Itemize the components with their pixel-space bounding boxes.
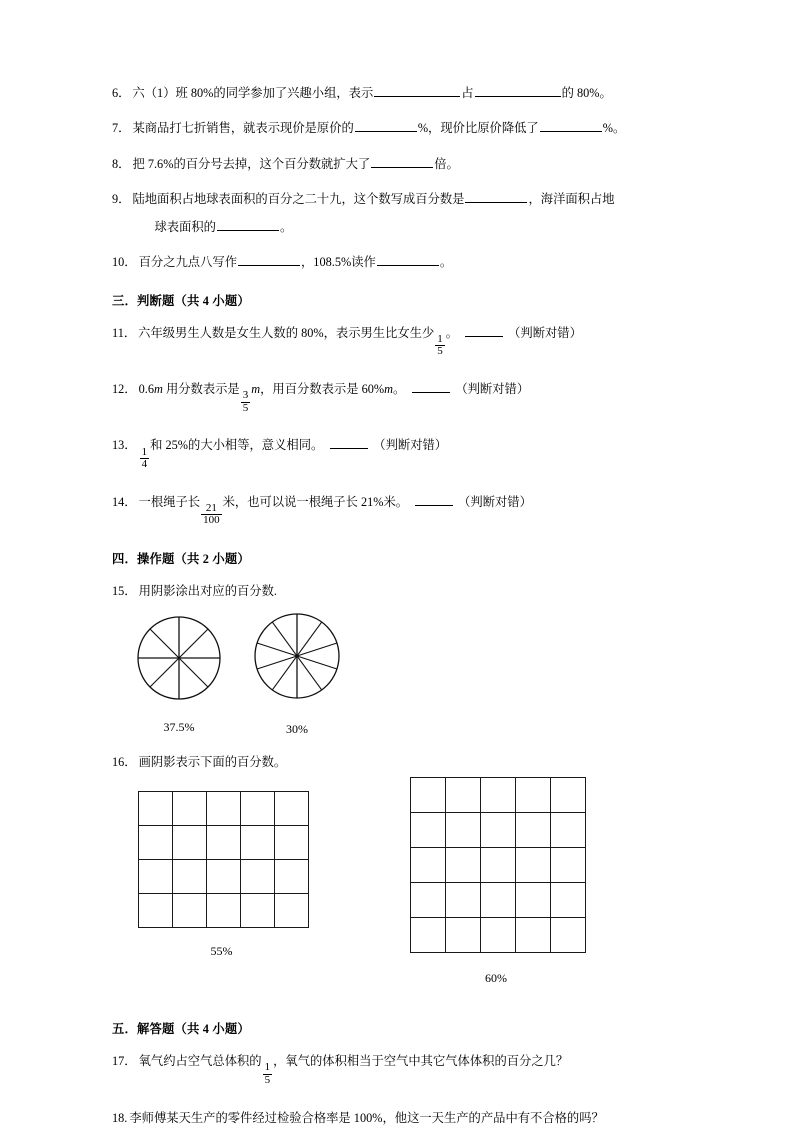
question-6-body: [132, 84, 692, 102]
blank-7b[interactable]: [540, 120, 602, 133]
question-9-text-3: 球表面积的: [154, 219, 216, 234]
question-10-body: [139, 253, 692, 271]
grid-left-wrap: [138, 791, 309, 959]
grid-cell[interactable]: [516, 778, 551, 813]
blank-9a[interactable]: [465, 191, 527, 204]
grid-cell[interactable]: [446, 778, 481, 813]
grid-cell[interactable]: [275, 860, 309, 894]
question-9-number: 9．: [112, 192, 131, 207]
question-9-body: [132, 190, 692, 236]
blank-13-judge[interactable]: [330, 437, 368, 450]
question-12-unit-3: m: [384, 382, 394, 396]
question-12-number: 12．: [112, 382, 137, 396]
question-6-text-1: 六（1）班 80%的同学参加了兴趣小组，表示: [132, 86, 374, 100]
blank-9b[interactable]: [217, 218, 279, 231]
page-content: [112, 84, 692, 1145]
fraction-numerator: 1: [437, 332, 443, 345]
question-14: [112, 493, 692, 527]
question-13-tail: （判断对错）: [373, 438, 448, 453]
question-13-number: 13．: [112, 438, 137, 453]
grid-cell[interactable]: [551, 813, 586, 848]
grid-cell[interactable]: [411, 848, 446, 883]
question-14-number: 14．: [112, 494, 137, 509]
circle-tenths-icon: [252, 611, 342, 701]
grid-cell[interactable]: [173, 826, 207, 860]
question-12-text-2: ，用百分数表示是 60%: [260, 382, 385, 396]
grid-cell[interactable]: [173, 860, 207, 894]
grid-cell[interactable]: [516, 813, 551, 848]
question-14-body: [139, 493, 692, 527]
question-15-body: 用阴影涂出对应的百分数.: [138, 584, 277, 599]
question-8-number: 8．: [112, 156, 131, 171]
question-16-body: 画阴影表示下面的百分数。: [138, 754, 287, 769]
section-heading-judgement: 三．判断题（共 4 小题）: [112, 293, 250, 308]
question-12-unit-2: m: [251, 382, 261, 396]
question-18-number: 18.: [112, 1111, 128, 1126]
blank-14-judge[interactable]: [415, 493, 453, 506]
fraction-denominator: 4: [141, 457, 148, 470]
grid-right-wrap: [410, 777, 586, 986]
question-9-line-2: [132, 218, 692, 236]
grid-right-caption: 60%: [485, 971, 507, 985]
fraction-numerator: 1: [264, 1061, 271, 1074]
table-row: [139, 894, 309, 928]
fraction-numerator: 21: [205, 501, 217, 514]
circle-eighths-icon: [136, 615, 222, 701]
blank-7a[interactable]: [355, 120, 417, 133]
question-9-text-4: 。: [279, 219, 293, 234]
grid-cell[interactable]: [207, 792, 241, 826]
question-7-text-1: 某商品打七折销售，就表示现价是原价的: [132, 121, 354, 136]
table-row: [411, 848, 586, 883]
grid-cell[interactable]: [481, 813, 516, 848]
grid-cell[interactable]: [207, 860, 241, 894]
fraction-21-100: [201, 503, 222, 527]
question-12-unit-1: m: [153, 382, 163, 396]
question-7: [112, 119, 692, 137]
table-row: [411, 813, 586, 848]
grid-cell[interactable]: [446, 918, 481, 953]
question-17-text-2: ，氧气的体积相当于空气中其它气体体积的百分之几？: [273, 1054, 569, 1068]
table-row: [411, 918, 586, 953]
question-16-number: 16．: [112, 754, 137, 769]
grid-cell[interactable]: [139, 792, 173, 826]
question-14-text-1: 一根绳子长: [138, 494, 201, 509]
circle-tenths-caption: 30%: [286, 721, 308, 736]
grid-cell[interactable]: [481, 848, 516, 883]
grid-cell[interactable]: [241, 894, 275, 928]
question-8-text-2: 倍。: [434, 156, 459, 171]
grid-cell[interactable]: [446, 883, 481, 918]
grid-cell[interactable]: [275, 826, 309, 860]
question-11-body: [138, 324, 692, 358]
question-10-text-1: 百分之九点八写作: [138, 255, 237, 270]
grid-cell[interactable]: [275, 792, 309, 826]
blank-8a[interactable]: [371, 155, 433, 168]
blank-12-judge[interactable]: [412, 380, 450, 393]
fraction-numerator: 3: [242, 389, 249, 402]
table-row: [139, 826, 309, 860]
table-row: [139, 860, 309, 894]
grid-left[interactable]: [138, 791, 309, 928]
question-12-text-3: 。: [393, 382, 406, 396]
question-17: [112, 1052, 692, 1086]
blank-6a[interactable]: [374, 84, 460, 97]
question-6-text-3: 的 80%。: [561, 86, 612, 100]
grid-cell[interactable]: [241, 860, 275, 894]
question-17-body: [139, 1052, 692, 1086]
question-13-body: [139, 436, 692, 470]
question-7-text-3: %。: [602, 121, 626, 136]
circle-eighths-caption: 37.5%: [163, 719, 195, 734]
grid-cell[interactable]: [551, 778, 586, 813]
question-10-text-2: ，108.5%读作: [301, 255, 376, 270]
question-6: [112, 84, 692, 102]
grid-cell[interactable]: [551, 883, 586, 918]
grid-right[interactable]: [410, 777, 586, 953]
grid-cell[interactable]: [173, 792, 207, 826]
question-12-text-1: 用分数表示是: [162, 382, 240, 396]
grid-cell[interactable]: [275, 894, 309, 928]
table-row: [411, 883, 586, 918]
question-12-tail: （判断对错）: [455, 382, 530, 396]
fraction-one-fifth: [263, 1062, 273, 1086]
fraction-numerator: 1: [141, 445, 148, 458]
question-8-body: [132, 155, 692, 173]
question-7-body: [132, 119, 692, 137]
grid-cell[interactable]: [446, 813, 481, 848]
question-6-number: 6．: [112, 86, 131, 100]
blank-11-judge[interactable]: [465, 324, 503, 337]
question-14-tail: （判断对错）: [458, 494, 532, 509]
circle-tenths-wrap: [252, 611, 342, 737]
question-15-number: 15．: [112, 584, 137, 599]
fraction-denominator: 5: [437, 345, 443, 358]
fraction-denominator: 5: [264, 1073, 271, 1086]
section-heading-operation: 四．操作题（共 2 小题）: [112, 552, 250, 567]
grid-cell[interactable]: [551, 918, 586, 953]
question-7-text-2: %，现价比原价降低了: [417, 121, 539, 136]
grid-cell[interactable]: [411, 918, 446, 953]
grid-left-caption: 55%: [210, 944, 233, 958]
question-12-body: [139, 380, 692, 414]
question-16: [112, 753, 692, 771]
grid-cell[interactable]: [516, 918, 551, 953]
question-11-text-1: 六年级男生人数是女生人数的 80%，表示男生比女生少: [138, 325, 435, 340]
fraction-denominator: 5: [242, 401, 249, 414]
question-12-value: 0.6: [138, 382, 154, 396]
table-row: [411, 778, 586, 813]
grid-cell[interactable]: [516, 883, 551, 918]
question-9-text-2: ，海洋面积占地: [528, 192, 615, 207]
grid-cell[interactable]: [481, 778, 516, 813]
question-11-tail: （判断对错）: [508, 325, 582, 340]
question-12: [112, 380, 692, 414]
grid-cell[interactable]: [551, 848, 586, 883]
grid-cell[interactable]: [241, 826, 275, 860]
grid-cell[interactable]: [173, 894, 207, 928]
circle-eighths-wrap: [136, 615, 222, 735]
section-heading-answer: 五．解答题（共 4 小题）: [112, 1022, 250, 1036]
grid-cell[interactable]: [481, 918, 516, 953]
question-6-text-2: 占: [461, 86, 474, 100]
grid-cell[interactable]: [207, 826, 241, 860]
question-11: [112, 324, 692, 358]
blank-10b[interactable]: [377, 254, 439, 267]
grid-cell[interactable]: [411, 813, 446, 848]
blank-10a[interactable]: [238, 254, 300, 267]
grid-cell[interactable]: [241, 792, 275, 826]
question-15: [112, 582, 692, 600]
grid-cell[interactable]: [481, 883, 516, 918]
blank-6b[interactable]: [475, 84, 561, 97]
question-17-number: 17．: [112, 1054, 137, 1068]
fraction-denominator: 100: [203, 514, 220, 527]
question-9: [112, 190, 692, 236]
grid-cell[interactable]: [446, 848, 481, 883]
question-10: [112, 253, 692, 271]
grid-cell[interactable]: [411, 883, 446, 918]
fraction-one-quarter: [140, 447, 150, 471]
question-14-text-2: 米，也可以说一根绳子长 21%米。: [222, 494, 409, 509]
question-13-text-1: 和 25%的大小相等，意义相同。: [150, 438, 324, 453]
question-10-number: 10．: [112, 255, 137, 270]
question-8: [112, 155, 692, 173]
question-8-text-1: 把 7.6%的百分号去掉，这个百分数就扩大了: [132, 156, 371, 171]
grid-cell[interactable]: [139, 826, 173, 860]
grid-cell[interactable]: [139, 860, 173, 894]
fraction-three-fifths: [241, 390, 251, 414]
grid-cell[interactable]: [411, 778, 446, 813]
question-9-text-1: 陆地面积占地球表面积的百分之二十九，这个数写成百分数是: [132, 192, 465, 207]
table-row: [139, 792, 309, 826]
question-11-text-2: 。: [445, 325, 459, 340]
question-11-number: 11．: [112, 325, 137, 340]
question-10-text-3: 。: [439, 255, 453, 270]
grid-cell[interactable]: [516, 848, 551, 883]
grid-cell[interactable]: [207, 894, 241, 928]
question-13: [112, 436, 692, 470]
question-7-number: 7．: [112, 121, 131, 136]
question-18-body: 李师傅某天生产的零件经过检验合格率是 100%，他这一天生产的产品中有不合格的吗？: [129, 1111, 604, 1126]
fraction-one-fifth: [435, 334, 445, 358]
grid-cell[interactable]: [139, 894, 173, 928]
question-17-text-1: 氧气约占空气总体积的: [138, 1054, 262, 1068]
question-18: [112, 1109, 692, 1127]
